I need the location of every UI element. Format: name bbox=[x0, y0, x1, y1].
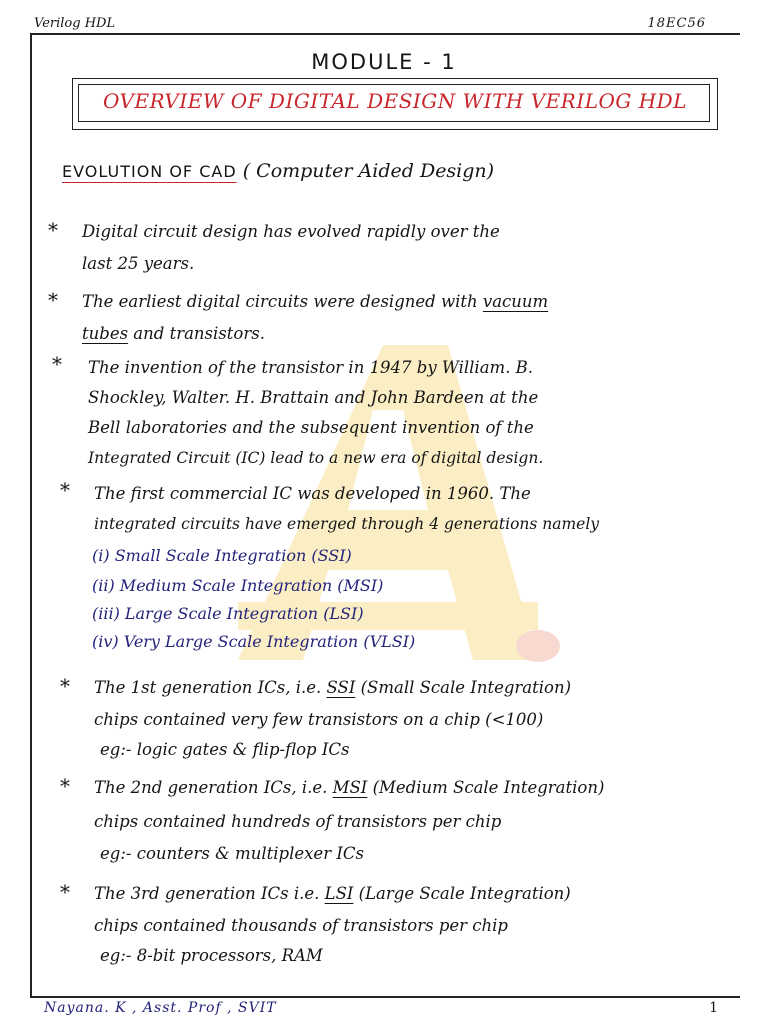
bullet-3-line-1: The invention of the transistor in 1947 by William. B. bbox=[88, 358, 534, 377]
bottom-rule bbox=[30, 996, 740, 998]
bullet-4-line-1: The first commercial IC was developed in 1960. The bbox=[94, 484, 531, 503]
bullet-7-line-1 bbox=[94, 878, 571, 910]
bullet-6-abbrev: MSI bbox=[332, 778, 368, 797]
bullet-star-icon: * bbox=[60, 880, 70, 904]
bullet-1-line-2: last 25 years. bbox=[82, 254, 195, 273]
bullet-2-text: The earliest digital circuits were designed with bbox=[82, 292, 483, 311]
bullet-3-line-3: Bell laboratories and the subsequent invention of the bbox=[88, 418, 534, 437]
bullet-6-expansion: (Medium Scale Integration) bbox=[367, 778, 605, 797]
boxed-title: OVERVIEW OF DIGITAL DESIGN WITH VERILOG HDL bbox=[103, 89, 687, 113]
bullet-6-text: The 2nd generation ICs, i.e. bbox=[94, 778, 333, 797]
bullet-5-expansion: (Small Scale Integration) bbox=[355, 678, 572, 697]
bullet-7-example: eg:- 8-bit processors, RAM bbox=[100, 946, 323, 965]
section-heading-rest: ( Computer Aided Design) bbox=[242, 160, 495, 182]
bullet-star-icon: * bbox=[48, 218, 58, 242]
bullet-7-line-2: chips contained thousands of transistors per chip bbox=[94, 916, 508, 935]
bullet-4-line-2: integrated circuits have emerged through 4 generations namely bbox=[94, 515, 600, 533]
bullet-star-icon: * bbox=[48, 288, 58, 312]
generation-item-ssi: (i) Small Scale Integration (SSI) bbox=[92, 546, 352, 565]
bullet-2-underlined: vacuum bbox=[482, 292, 549, 311]
bullet-5-line-2: chips contained very few transistors on a chip (<100) bbox=[94, 710, 544, 729]
header-subject: Verilog HDL bbox=[34, 16, 116, 31]
margin-rule bbox=[30, 33, 32, 996]
bullet-star-icon: * bbox=[52, 352, 62, 376]
bullet-star-icon: * bbox=[60, 674, 70, 698]
page-number: 1 bbox=[709, 1000, 718, 1016]
generation-item-msi: (ii) Medium Scale Integration (MSI) bbox=[92, 576, 384, 595]
section-heading-underlined: EVOLUTION OF CAD bbox=[62, 162, 237, 181]
bullet-2-text: and transistors. bbox=[128, 324, 265, 343]
bullet-7-abbrev: LSI bbox=[324, 884, 354, 903]
bullet-3-line-4: Integrated Circuit (IC) lead to a new era of digital design. bbox=[88, 449, 544, 467]
bullet-6-line-2: chips contained hundreds of transistors per chip bbox=[94, 812, 502, 831]
top-rule bbox=[30, 33, 740, 35]
generation-item-lsi: (iii) Large Scale Integration (LSI) bbox=[92, 604, 364, 623]
bullet-2-line-2 bbox=[82, 318, 265, 350]
header-course-code: 18EC56 bbox=[647, 16, 706, 31]
footer-author: Nayana. K , Asst. Prof , SVIT bbox=[44, 1000, 277, 1016]
bullet-1-line-1: Digital circuit design has evolved rapidly over the bbox=[82, 222, 500, 241]
bullet-5-example: eg:- logic gates & flip-flop ICs bbox=[100, 740, 350, 759]
section-heading bbox=[62, 160, 494, 182]
bullet-7-expansion: (Large Scale Integration) bbox=[353, 884, 571, 903]
bullet-2-underlined: tubes bbox=[82, 324, 129, 343]
bullet-5-abbrev: SSI bbox=[326, 678, 356, 697]
bullet-6-line-1 bbox=[94, 772, 604, 804]
bullet-2-line-1 bbox=[82, 286, 548, 318]
bullet-star-icon: * bbox=[60, 478, 70, 502]
module-title: MODULE - 1 bbox=[311, 50, 457, 74]
bullet-6-example: eg:- counters & multiplexer ICs bbox=[100, 844, 364, 863]
bullet-3-line-2: Shockley, Walter. H. Brattain and John Bardeen at the bbox=[88, 388, 539, 407]
bullet-7-text: The 3rd generation ICs i.e. bbox=[94, 884, 325, 903]
bullet-5-text: The 1st generation ICs, i.e. bbox=[94, 678, 327, 697]
bullet-5-line-1 bbox=[94, 672, 571, 704]
generation-item-vlsi: (iv) Very Large Scale Integration (VLSI) bbox=[92, 632, 416, 651]
bullet-star-icon: * bbox=[60, 774, 70, 798]
